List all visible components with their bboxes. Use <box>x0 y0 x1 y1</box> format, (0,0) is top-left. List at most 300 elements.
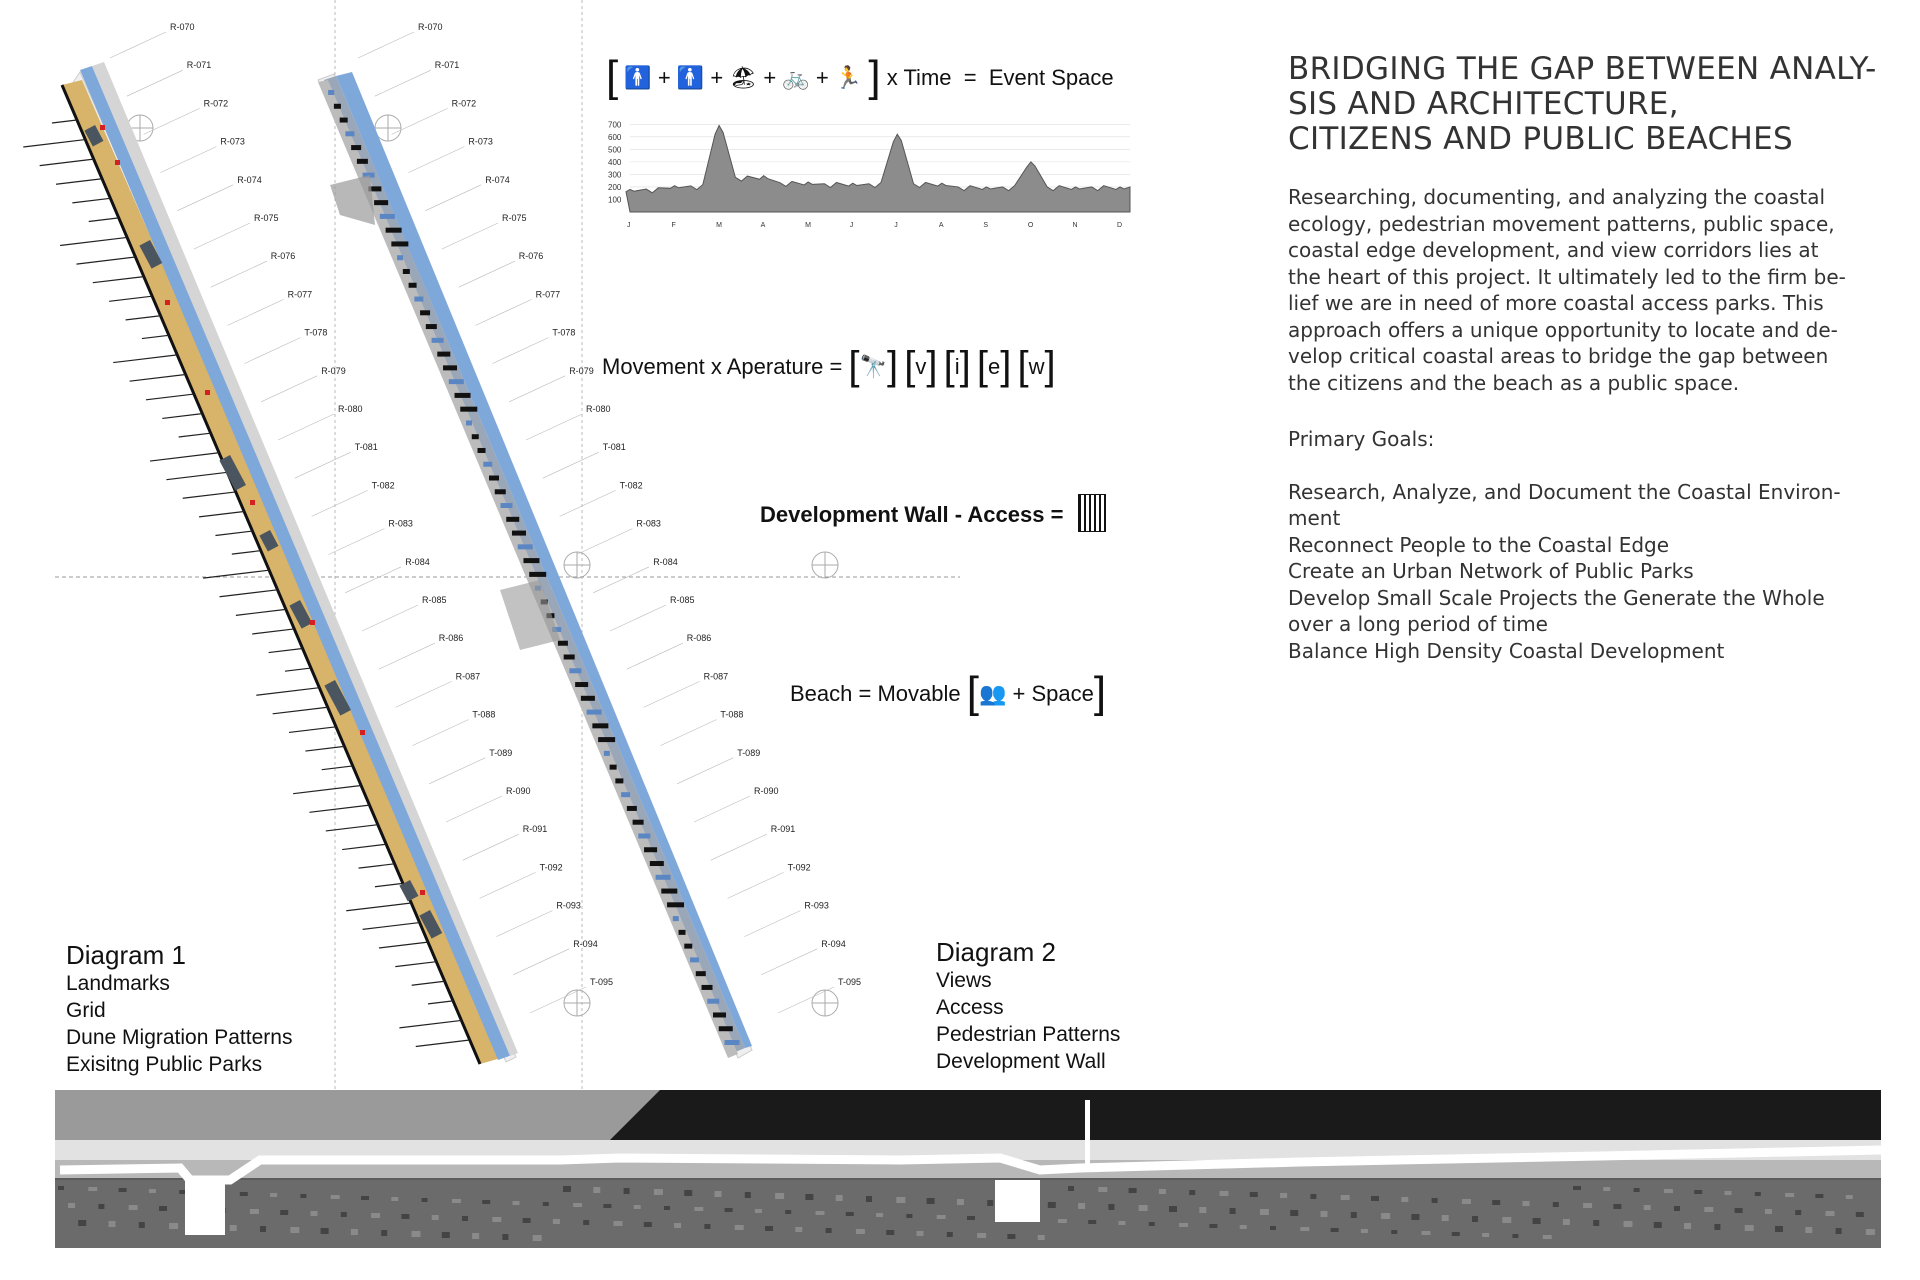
intro-line: Researching, documenting, and analyzing the coastal <box>1288 185 1826 209</box>
development-wall-block <box>661 889 677 894</box>
aerial-block <box>664 1206 670 1210</box>
transect-leader-line <box>144 108 200 134</box>
aerial-block <box>1745 1225 1754 1231</box>
transect-label: T-088 <box>472 709 496 720</box>
aerial-block <box>1401 1197 1408 1202</box>
chart-y-tick: 600 <box>608 132 622 142</box>
existing-park-marker <box>165 300 170 305</box>
aerial-block <box>1058 1219 1067 1223</box>
transect-leader-line <box>379 643 435 669</box>
transect-label: R-074 <box>237 174 262 185</box>
transect-label: R-091 <box>770 824 796 835</box>
grid-tick <box>130 374 186 381</box>
aerial-block <box>1391 1230 1397 1234</box>
development-wall-block <box>633 820 644 825</box>
bracket-letter-e: e <box>987 354 1001 379</box>
event-space-formula: [ 🚹 + 🚹 + 🏖 + 🚲 + 🏃 ] x Time = Event Space <box>606 52 1114 101</box>
transect-leader-line <box>459 261 515 287</box>
aerial-block <box>270 1193 277 1197</box>
aerial-block <box>260 1226 266 1232</box>
aerial-block <box>149 1189 156 1193</box>
grid-tick <box>60 237 127 245</box>
transect-label: R-079 <box>569 365 594 376</box>
transect-label: R-080 <box>338 404 363 414</box>
aerial-block <box>543 1202 549 1206</box>
aerial-block <box>775 1193 784 1199</box>
grid-tick <box>109 296 152 301</box>
legend-item: Views <box>936 969 992 992</box>
beach-formula: Beach = Movable [👥 + Space] <box>790 668 1107 717</box>
aerial-block <box>361 1196 369 1200</box>
aerial-block <box>1341 1195 1350 1200</box>
aerial-block <box>1533 1218 1541 1224</box>
chart-x-tick: O <box>1027 222 1034 229</box>
transect-label: T-088 <box>720 709 744 720</box>
intro-line: ecology, pedestrian movement patterns, public space, <box>1288 211 1835 236</box>
grid-tick <box>293 786 361 794</box>
grid-tick <box>269 649 303 653</box>
grid-tick <box>126 316 161 320</box>
development-wall-block <box>495 489 506 494</box>
chart-x-tick: F <box>671 222 676 229</box>
diagram-2-strip <box>318 72 752 1058</box>
transect-label: T-089 <box>737 747 761 758</box>
transect-label: R-071 <box>186 60 212 71</box>
aerial-block <box>917 1231 924 1236</box>
transect-leader-line <box>744 911 800 937</box>
chart-x-tick: M <box>716 222 722 229</box>
aerial-block <box>1189 1190 1195 1195</box>
aerial-block <box>816 1211 825 1215</box>
aerial-block <box>290 1227 299 1233</box>
heading-line: BRIDGING THE GAP BETWEEN ANALY- <box>1288 51 1877 87</box>
transect-label: R-075 <box>502 213 527 223</box>
grid-tick <box>359 864 395 868</box>
transect-leader-line <box>228 299 284 325</box>
existing-park-marker <box>360 730 365 735</box>
grid-tick <box>150 453 219 461</box>
aerial-block <box>866 1196 872 1202</box>
goal-item: over a long period of time <box>1288 612 1548 636</box>
event-factor: Time <box>903 65 952 90</box>
grid-tick <box>215 531 252 535</box>
transect-leader-line <box>509 376 565 402</box>
development-wall-block <box>460 407 477 412</box>
legend-item: Landmarks <box>66 972 170 995</box>
development-wall-block <box>702 985 713 990</box>
transect-leader-line <box>412 720 468 746</box>
aerial-block <box>1704 1207 1713 1212</box>
transect-leader-line <box>526 414 582 440</box>
aerial-block <box>583 1220 589 1225</box>
aerial-block <box>300 1194 306 1198</box>
aerial-block <box>1593 1220 1599 1226</box>
aerial-photo-strip <box>55 1090 1881 1248</box>
grid-tick <box>326 825 378 831</box>
chart-x-tick: D <box>1117 222 1123 229</box>
aerial-block <box>603 1204 611 1208</box>
aerial-block <box>947 1232 953 1237</box>
aerial-block <box>1007 1234 1015 1239</box>
transect-label: R-076 <box>270 251 296 262</box>
transect-leader-line <box>711 834 767 860</box>
aerial-block <box>977 1233 986 1238</box>
bracket-letter-v: v <box>915 354 927 379</box>
development-wall-block <box>615 778 623 783</box>
aerial-block <box>856 1229 865 1234</box>
grid-tick <box>399 1020 461 1027</box>
legend-item: Access <box>936 996 1004 1019</box>
development-wall-block <box>656 875 671 880</box>
aerial-block <box>1492 1200 1500 1205</box>
diagram-1-title: Diagram 1 <box>66 940 186 970</box>
grid-tick <box>309 805 369 812</box>
chart-x-tick: J <box>894 222 898 229</box>
aerial-block <box>1523 1201 1530 1206</box>
barred-person-icon <box>1078 494 1106 532</box>
transect-leader-line <box>375 70 431 96</box>
transect-label: R-073 <box>468 136 493 147</box>
transect-leader-line <box>110 32 166 58</box>
transect-leader-line <box>278 414 334 440</box>
development-wall-block <box>345 131 354 136</box>
cyclist-icon: 🚲 <box>782 65 810 90</box>
development-wall-block <box>673 916 679 921</box>
movement-text: Movement x Aperature = <box>602 354 843 379</box>
development-text: Development Wall - Access = <box>760 502 1064 527</box>
aerial-block <box>321 1228 329 1234</box>
aerial-block <box>563 1186 571 1192</box>
event-operator: x <box>886 65 898 90</box>
aerial-block <box>1472 1216 1478 1222</box>
aerial-block <box>1735 1208 1743 1213</box>
transect-leader-line <box>160 147 216 173</box>
development-wall-block <box>432 338 444 343</box>
grid-tick <box>305 746 344 751</box>
transect-leader-line <box>295 452 351 478</box>
grid-tick <box>232 551 261 554</box>
grid-tick <box>375 883 403 886</box>
chart-y-tick: 300 <box>608 170 622 180</box>
aerial-block <box>1684 1223 1691 1229</box>
grid-tick <box>285 668 311 671</box>
transect-label: R-086 <box>438 633 464 644</box>
transect-label: R-094 <box>821 938 846 949</box>
goal-item: Create an Urban Network of Public Parks <box>1288 559 1694 583</box>
grid-tick <box>142 335 169 338</box>
aerial-block <box>1634 1188 1640 1192</box>
aerial-block <box>1765 1209 1772 1214</box>
diagram-1-legend <box>66 940 292 1078</box>
transect-label: R-093 <box>556 900 581 911</box>
aerial-block <box>654 1189 663 1195</box>
aerial-block <box>1553 1202 1559 1207</box>
grid-tick <box>56 179 102 185</box>
grid-tick <box>256 688 319 696</box>
aerial-block <box>715 1191 722 1197</box>
grid-tick <box>76 257 135 264</box>
aerial-block <box>1613 1204 1621 1209</box>
grid-tick <box>395 962 436 967</box>
aerial-block <box>765 1226 773 1231</box>
transect-label: R-090 <box>506 786 531 796</box>
aerial-block <box>1411 1214 1419 1220</box>
development-wall-block <box>426 324 437 329</box>
transect-leader-line <box>446 796 502 822</box>
grid-tick <box>183 492 236 498</box>
people-group-icon: 👥 <box>978 681 1007 706</box>
aerial-block <box>836 1195 843 1201</box>
grid-tick <box>289 727 336 733</box>
intro-paragraph <box>1288 184 1888 396</box>
transect-label: R-085 <box>670 595 695 605</box>
transect-label: R-075 <box>254 213 279 223</box>
transect-label: T-078 <box>552 327 576 338</box>
aerial-block <box>1422 1231 1431 1235</box>
development-wall-block <box>455 393 471 398</box>
aerial-block <box>1361 1229 1368 1233</box>
grid-tick <box>220 590 278 597</box>
transect-label: R-074 <box>485 174 510 185</box>
aerial-block <box>896 1197 905 1203</box>
goal-item: Develop Small Scale Projects the Generate the Whole <box>1288 585 1825 610</box>
development-wall-block <box>684 944 692 949</box>
beach-tail: + Space <box>1012 681 1094 706</box>
aerial-block <box>1482 1233 1489 1237</box>
transect-leader-line <box>442 223 498 249</box>
transect-label: R-083 <box>636 518 661 529</box>
transect-label: R-071 <box>434 60 460 71</box>
aerial-block <box>492 1217 501 1222</box>
aerial-block <box>886 1230 894 1235</box>
transect-leader-line <box>244 338 300 364</box>
transect-leader-line <box>211 261 267 287</box>
grid-tick <box>93 277 144 283</box>
development-wall-block <box>391 241 408 246</box>
transect-label: T-095 <box>838 977 862 987</box>
chart-y-tick: 100 <box>608 195 622 205</box>
heading-line: SIS AND ARCHITECTURE, <box>1288 86 1679 122</box>
transect-label: T-078 <box>304 327 328 338</box>
aerial-block <box>1119 1221 1126 1225</box>
development-wall-block <box>518 544 533 549</box>
grid-tick <box>252 629 294 634</box>
aerial-block <box>1139 1205 1148 1211</box>
transect-leader-line <box>194 223 250 249</box>
aerial-block <box>725 1208 733 1212</box>
transect-label: R-079 <box>321 365 346 376</box>
development-wall-block <box>351 145 361 150</box>
aerial-block <box>644 1222 652 1227</box>
aerial-block <box>1452 1232 1460 1236</box>
aerial-ocean-right <box>610 1090 1881 1140</box>
aerial-block <box>371 1213 380 1218</box>
existing-park-marker <box>100 125 105 130</box>
crosshair-icon <box>564 990 590 1016</box>
transect-label: R-087 <box>703 671 729 682</box>
aerial-block <box>1240 1225 1247 1229</box>
aerial-block <box>68 1203 75 1208</box>
goal-item: ment <box>1288 506 1341 530</box>
transect-label: R-087 <box>455 671 481 682</box>
aerial-block <box>432 1215 439 1220</box>
aerial-block <box>472 1233 479 1239</box>
aerial-block <box>1502 1217 1511 1223</box>
aerial-block <box>684 1190 692 1196</box>
transect-label: R-076 <box>518 251 544 262</box>
transect-leader-line <box>425 185 481 211</box>
beach-text: Beach = Movable <box>790 681 961 706</box>
event-result: Event Space <box>988 65 1114 90</box>
aerial-block <box>351 1229 358 1235</box>
runner-icon: 🏃 <box>834 65 863 90</box>
aerial-block <box>139 1222 145 1228</box>
development-wall-block <box>644 847 657 852</box>
aerial-block <box>513 1201 520 1205</box>
standing-person-icon: 🚹 <box>624 65 652 90</box>
aerial-block <box>1159 1189 1166 1194</box>
grid-tick <box>342 844 386 849</box>
crosshair-icon <box>375 115 401 141</box>
aerial-block <box>412 1231 421 1237</box>
aerial-block <box>553 1219 560 1224</box>
development-wall-block <box>650 861 664 866</box>
grid-tick <box>162 414 202 419</box>
aerial-block <box>805 1194 813 1200</box>
transect-label: R-084 <box>653 556 678 567</box>
grid-tick <box>40 159 94 165</box>
aerial-block <box>795 1227 802 1232</box>
transect-leader-line <box>543 452 599 478</box>
aerial-block <box>1098 1187 1107 1192</box>
aerial-block <box>1220 1191 1229 1196</box>
grid-tick <box>166 472 227 479</box>
aerial-block <box>1048 1202 1056 1208</box>
legend-item: Development Wall <box>936 1050 1106 1073</box>
development-wall-block <box>621 792 630 797</box>
crosshair-icon <box>812 552 838 578</box>
development-wall-block <box>380 214 395 219</box>
transect-label: R-085 <box>422 595 447 605</box>
grid-tick <box>52 120 77 123</box>
aerial-block <box>1260 1209 1269 1215</box>
aerial-block <box>1108 1204 1114 1210</box>
sunbather-icon: 🏖 <box>729 65 758 90</box>
transect-label: T-095 <box>590 977 614 987</box>
aerial-block <box>1310 1194 1316 1199</box>
aerial-block <box>1826 1211 1835 1216</box>
aerial-block <box>1300 1227 1309 1231</box>
development-wall-block <box>414 297 423 302</box>
aerial-block <box>58 1186 64 1190</box>
goal-item: Balance High Density Coastal Development <box>1288 638 1725 663</box>
development-wall-block <box>569 668 581 673</box>
aerial-block <box>1815 1194 1823 1198</box>
development-wall-block <box>564 654 575 659</box>
aerial-block <box>341 1212 347 1217</box>
telescope-icon: 🔭 <box>859 354 887 379</box>
transect-leader-line <box>660 720 716 746</box>
aerial-block <box>1462 1199 1471 1204</box>
aerial-block <box>1714 1224 1720 1230</box>
transect-label: T-092 <box>539 862 563 873</box>
aerial-block <box>1694 1190 1702 1194</box>
grid-tick <box>322 766 353 770</box>
development-wall-block <box>667 902 684 907</box>
aerial-block <box>1856 1212 1864 1217</box>
aerial-block <box>1280 1193 1287 1198</box>
aerial-block <box>1371 1196 1379 1201</box>
grid-tick <box>273 707 328 714</box>
grid-tick <box>346 903 411 911</box>
development-wall-block <box>575 682 588 687</box>
aerial-block <box>1331 1228 1339 1232</box>
aerial-block <box>1785 1193 1794 1197</box>
aerial-block <box>1088 1220 1096 1224</box>
standing-person-icon: 🚹 <box>676 65 705 90</box>
aerial-block <box>482 1200 490 1204</box>
transect-label: R-070 <box>418 22 443 32</box>
transect-label: R-072 <box>451 98 477 109</box>
transect-leader-line <box>392 108 448 134</box>
legend-item: Dune Migration Patterns <box>66 1026 293 1049</box>
aerial-block <box>785 1210 791 1214</box>
transect-leader-line <box>496 911 552 937</box>
aerial-block <box>1674 1206 1680 1211</box>
development-wall-block <box>598 737 615 742</box>
transect-leader-line <box>627 643 683 669</box>
aerial-block <box>876 1213 883 1217</box>
grid-tick <box>412 981 445 985</box>
development-wall-block <box>506 517 519 522</box>
transect-leader-line <box>177 185 233 211</box>
aerial-block <box>442 1232 450 1238</box>
aerial-block <box>826 1228 832 1233</box>
transect-leader-line <box>610 605 666 631</box>
diagram-2-water-band <box>336 72 752 1048</box>
transect-leader-line <box>345 567 401 593</box>
diagram-2-title: Diagram 2 <box>936 937 1056 967</box>
aerial-block <box>240 1192 248 1196</box>
transect-leader-line <box>476 299 532 325</box>
grid-tick <box>416 1040 470 1046</box>
transect-leader-line <box>480 872 536 898</box>
movement-formula: Movement x Aperature = [🔭] [v] [i] [e] [w] <box>602 344 1056 388</box>
transect-label: T-081 <box>602 442 626 453</box>
development-wall-block <box>483 462 492 467</box>
development-formula <box>760 494 1106 532</box>
transect-label: R-070 <box>170 22 195 32</box>
aerial-block <box>1795 1210 1801 1215</box>
development-wall-block <box>478 448 486 453</box>
grid-tick <box>428 1001 453 1004</box>
development-wall-block <box>397 255 403 260</box>
development-wall-block <box>409 283 417 288</box>
aerial-block <box>1068 1186 1074 1191</box>
development-wall-block <box>690 957 699 962</box>
transect-label: R-091 <box>522 824 548 835</box>
transect-label: T-082 <box>619 480 643 491</box>
transect-leader-line <box>312 490 368 516</box>
aerial-block <box>98 1204 104 1209</box>
heading-line: CITIZENS AND PUBLIC BEACHES <box>1288 121 1793 157</box>
grid-tick <box>236 609 286 615</box>
aerial-block <box>1230 1208 1236 1214</box>
aerial-block <box>1644 1205 1651 1210</box>
existing-park-marker <box>420 890 425 895</box>
development-wall-block <box>420 310 430 315</box>
aerial-block <box>1583 1203 1592 1208</box>
